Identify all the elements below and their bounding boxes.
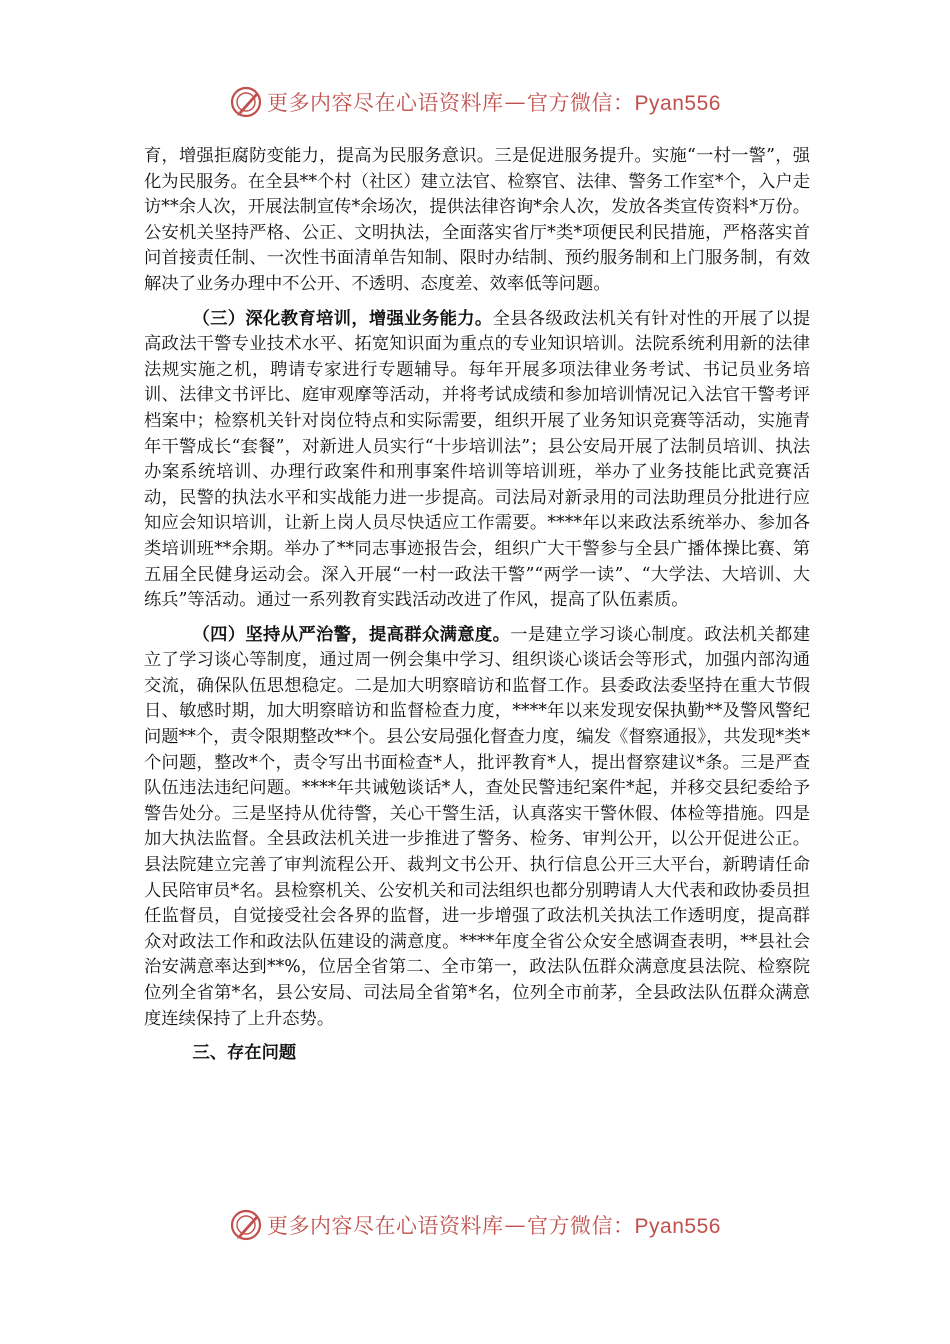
paragraph-strict-management <box>144 623 810 1033</box>
paragraph-body: 一是建立学习谈心制度。政法机关都建立了学习谈心等制度，通过周一例会集中学习、组织谈心谈话会等形式，加强内部沟通交流，确保队伍思想稳定。二是加大明察暗访和监督工作。县委政法委坚持在重大节假日、敏感时期，加大明察暗访和监督检查力度，****年以来发现安保执勤**及警风警纪问题**个，责令限期整改**个。县公安局强化督查力度，编发《督察通报》，共发现*类*个问题，整改*个，责令写出书面检查*人，批评教育*人，提出督察建议*条。三是严查队伍违法违纪问题。****年共诫勉谈话*人，查处民警违纪案件*起，并移交县纪委给予警告处分。三是坚持从优待警，关心干警生活，认真落实干警休假、体检等措施。四是加大执法监督。全县政法机关进一步推进了警务、检务、审判公开，以公开促进公正。县法院建立完善了审判流程公开、裁判文书公开、执行信息公开三大平台，新聘请任命人民陪审员*名。县检察机关、公安机关和司法组织也都分别聘请人大代表和政协委员担任监督员，自觉接受社会各界的监督，进一步增强了政法机关执法工作透明度，提高群众对政法工作和政法队伍建设的满意度。****年度全省公众安全感调查表明，**县社会治安满意率达到**%，位居全省第二、全市第一，政法队伍群众满意度县法院、检察院位列全省第*名，县公安局、司法局全省第*名，位列全市前茅，全县政法队伍群众满意度连续保持了上升态势。 <box>144 624 810 1029</box>
pen-logo-icon <box>229 1208 263 1242</box>
banner-text: 更多内容尽在心语资料库 <box>267 91 504 115</box>
pen-logo-icon <box>229 85 263 119</box>
paragraph-lead-heading: （四）坚持从严治警，提高群众满意度。 <box>192 624 511 645</box>
paragraph-body: 育，增强拒腐防变能力，提高为民服务意识。三是促进服务提升。实施“一村一警”，强化为民服务。在全县**个村（社区）建立法官、检察官、法律、警务工作室*个，入户走访**余人次，开展法制宣传*余场次，提供法律咨询*余人次，发放各类宣传资料*万份。公安机关坚持严格、公正、文明执法，全面落实省厅*类*项便民利民措施，严格落实首问首接责任制、一次性书面清单告知制、限时办结制、预约服务制和上门服务制，有效解决了业务办理中不公开、不透明、态度差、效率低等问题。 <box>144 146 810 294</box>
paragraph-body: 全县各级政法机关有针对性的开展了以提高政法干警专业技术水平、拓宽知识面为重点的专业知识培训。法院系统利用新的法律法规实施之机，聘请专家进行专题辅导。每年开展多项法律业务考试、书记员业务培训、法律文书评比、庭审观摩等活动，并将考试成绩和参加培训情况记入法官干警考评档案中；检察机关针对岗位特点和实际需要，组织开展了业务知识竞赛等活动，实施青年干警成长“套餐”，对新进人员实行“十步培训法”；县公安局开展了法制员培训、执法办案系统培训、办理行政案件和刑事案件培训等培训班，举办了业务技能比武竞赛活动，民警的执法水平和实战能力进一步提高。司法局对新录用的司法助理员分批进行应知应会知识培训，让新上岗人员尽快适应工作需要。****年以来政法系统举办、参加各类培训班**余期。举办了**同志事迹报告会，组织广大干警参与全县广播体操比赛、第五届全民健身运动会。深入开展“一村一政法干警”“两学一读”、“大学法、大培训、大练兵”等活动。通过一系列教育实践活动改进了作风，提高了队伍素质。 <box>144 308 810 611</box>
section-heading: 三、存在问题 <box>192 1043 297 1064</box>
paragraph-education-training <box>144 307 810 614</box>
paragraph-lead-heading: （三）深化教育培训，增强业务能力。 <box>192 308 493 329</box>
footer-watermark-banner <box>0 1205 950 1245</box>
banner-text: 更多内容尽在心语资料库 <box>267 1214 504 1238</box>
banner-separator: — <box>504 90 527 114</box>
banner-separator: — <box>504 1213 527 1237</box>
header-watermark-banner <box>0 82 950 122</box>
banner-wechat: 官方微信：Pyan556 <box>527 92 721 115</box>
banner-wechat: 官方微信：Pyan556 <box>527 1215 721 1238</box>
paragraph-continuation <box>144 144 810 298</box>
document-body <box>144 144 810 1067</box>
